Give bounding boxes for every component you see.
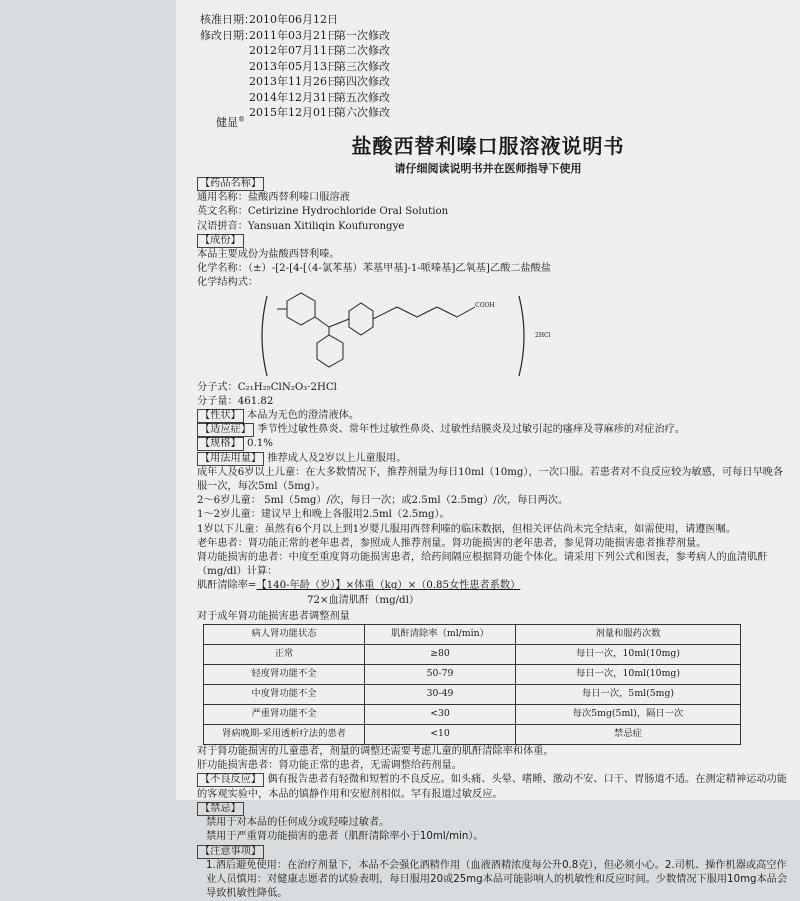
hepatic-note: 肝功能损害患者：肾功能正常的患者，无需调整给药剂量。 — [197, 760, 462, 772]
dosage-under-1: 1岁以下儿童：虽然有6个月以上到1岁婴儿服用西替利嗪的临床数据，但相关评估尚未完全结束，如需使用，请遵医嘱。 — [197, 523, 737, 535]
section-header-contraindications: 【禁忌】 — [197, 802, 244, 816]
registered-mark: ® — [238, 115, 245, 124]
section-header-dosage: 【用法用量】 — [197, 452, 264, 466]
dosage-elderly: 老年患者：肾功能正常的老年患者，参照成人推荐剂量。肾功能损害的老年患者，参见肾功能损害患者推荐剂量。 — [197, 537, 707, 549]
table-cell: 每日一次，5ml(5mg) — [516, 685, 741, 705]
contraindication-item: 禁用于对本品的任何成分或羟嗪过敏者。 — [206, 817, 390, 829]
table-row — [204, 685, 741, 705]
structure-label: 化学结构式： — [197, 277, 259, 289]
table-cell: <30 — [365, 705, 516, 725]
properties-text: 本品为无色的澄清液体。 — [247, 410, 360, 422]
struct-cooh-label: COOH — [475, 301, 495, 309]
leaflet-body — [197, 177, 793, 901]
table-header: 病人肾功能状态 — [204, 625, 365, 645]
contraindication-item: 禁用于严重肾功能损害的患者（肌酐清除率小于10ml/min）。 — [206, 831, 484, 843]
table-caption: 对于成年肾功能损害患者调整剂量 — [197, 610, 350, 622]
chemical-structure-image — [257, 291, 557, 381]
document-subtitle: 请仔细阅读说明书并在医师指导下使用 — [394, 162, 582, 175]
table-header: 肌酐清除率（ml/min） — [365, 625, 516, 645]
chemical-name: 化学名称：（±）-[2-[4-[（4-氯苯基）苯基甲基]-1-哌嗪基]乙氧基]乙酸二盐酸盐 — [197, 263, 552, 275]
renal-dosage-table — [203, 624, 741, 745]
revision-note: 第二次修改 — [335, 44, 390, 57]
section-header-spec: 【规格】 — [197, 437, 244, 451]
revision-note: 第三次修改 — [335, 59, 390, 73]
table-cell: 每日一次，10ml(10mg) — [516, 665, 741, 685]
leaflet-paper — [176, 0, 800, 900]
revision-date: 2013年05月13日 — [249, 59, 338, 73]
dosage-adult: 成年人及6岁以上儿童：在大多数情况下，推荐剂量为每日10ml（10mg），一次口服。若患者对不良反应较为敏感，可每日早晚各服一次，每次5ml（5mg）。 — [197, 466, 784, 493]
table-cell: 30-49 — [365, 685, 516, 705]
revision-note: 第五次修改 — [335, 90, 390, 104]
section-header-drug-name: 【药品名称】 — [197, 177, 264, 191]
section-header-adverse: 【不良反应】 — [197, 773, 264, 787]
children-renal-note: 对于肾功能损害的儿童患者，剂量的调整还需要考虑儿童的肌酐清除率和体重。 — [197, 746, 554, 758]
revision-note: 第六次修改 — [335, 106, 390, 119]
spec-text: 0.1% — [247, 438, 273, 450]
section-header-properties: 【性状】 — [197, 409, 244, 423]
revision-note: 第一次修改 — [335, 28, 390, 42]
table-row — [204, 645, 741, 665]
section-header-precautions: 【注意事项】 — [197, 845, 264, 859]
creatinine-formula — [197, 579, 793, 593]
table-cell: 严重肾功能不全 — [204, 705, 365, 725]
dosage-renal: 肾功能损害的患者：中度至重度肾功能损害患者，给药间隔应根据肾功能个体化。请采用下列公式和图表，参考病人的血清肌酐（mg/dl）计算： — [197, 552, 768, 578]
approved-label: 核准日期： — [200, 13, 255, 26]
table-cell: ≥80 — [365, 645, 516, 665]
table-cell: 每日一次，10ml(10mg) — [516, 645, 741, 665]
revision-note: 第四次修改 — [335, 75, 390, 88]
dosage-age-1-2: 1～2岁儿童：建议早上和晚上各服用2.5ml（2.5mg）。 — [197, 509, 450, 521]
precautions-text: 1.酒后避免使用：在治疗剂量下，本品不会强化酒精作用（血液酒精浓度每公升0.8克），但必须小心。2.司机、操作机器或高空作业人员慎用：对健康志愿者的试验表明，每日服用20或25mg本品可能影响人的机敏性和反应时间。少数情况下服用10mg本品会导致机敏性降低。 — [206, 859, 788, 900]
revision-date: 2015年12月01日 — [249, 106, 338, 119]
adverse-text: 偶有报告患者有轻微和短暂的不良反应。如头痛、头晕、嗜睡、激动不安、口干、胃肠道不适。在测定精神运动功能的客观实验中，本品的镇静作用和安慰剂相似。罕有报道过敏反应。 — [197, 774, 787, 800]
english-name: 英文名称：Cetirizine Hydrochloride Oral Solution — [197, 206, 449, 218]
brand-logo — [216, 114, 245, 130]
table-cell: <10 — [365, 725, 516, 745]
molecular-weight: 分子量：461.82 — [197, 395, 274, 407]
section-header-composition: 【成份】 — [197, 234, 244, 248]
table-cell: 50-79 — [365, 665, 516, 685]
revision-date: 2012年07月11日 — [249, 44, 338, 57]
table-cell: 轻度肾功能不全 — [204, 665, 365, 685]
table-header: 剂量和服药次数 — [516, 625, 741, 645]
table-cell: 中度肾功能不全 — [204, 685, 365, 705]
dosage-intro: 推荐成人及2岁以上儿童服用。 — [267, 452, 407, 464]
struct-2hcl-label: 2HCl — [535, 331, 551, 339]
dosage-age-2-6: 2～6岁儿童： 5ml（5mg）/次，每日一次；或2.5ml（2.5mg）/次，每日两次。 — [197, 495, 569, 507]
document-title: 盐酸西替利嗪口服溶液说明书 — [351, 134, 625, 158]
molecular-formula: 分子式：C₂₁H₂₅ClN₂O₃·2HCl — [197, 381, 337, 393]
revision-date: 2011年03月21日 — [249, 28, 338, 42]
generic-name: 通用名称：盐酸西替利嗪口服溶液 — [197, 192, 350, 204]
table-header-row — [204, 625, 741, 645]
formula-lhs: 肌酐清除率= — [197, 580, 257, 592]
formula-numerator: 【140-年龄（岁）】×体重（kg）×（0.85女性患者系数） — [256, 580, 521, 592]
main-ingredient: 本品主要成份为盐酸西替利嗪。 — [197, 249, 340, 261]
table-row — [204, 705, 741, 725]
pinyin-name: 汉语拼音：Yansuan Xitiliqin Koufurongye — [197, 220, 405, 232]
table-cell: 每次5mg(5ml)，隔日一次 — [516, 705, 741, 725]
brand-name: 健显 — [216, 116, 238, 129]
revision-date: 2014年12月31日 — [249, 90, 338, 104]
indications-text: 季节性过敏性鼻炎、常年性过敏性鼻炎、过敏性结膜炎及过敏引起的瘙痒及荨麻疹的对症治疗。 — [257, 424, 686, 436]
table-cell: 肾病晚期-采用透析疗法的患者 — [204, 725, 365, 745]
chemical-structure-drawing — [257, 291, 557, 381]
table-row — [204, 725, 741, 745]
modified-label: 修改日期： — [200, 28, 255, 42]
formula-denominator: 72×血清肌酐（mg/dl） — [307, 594, 420, 606]
revision-date: 2013年11月26日 — [249, 75, 338, 88]
table-row — [204, 665, 741, 685]
table-cell: 禁忌症 — [516, 725, 741, 745]
approved-date: 2010年06月12日 — [249, 13, 338, 26]
section-header-indications: 【适应症】 — [197, 423, 254, 437]
table-cell: 正常 — [204, 645, 365, 665]
